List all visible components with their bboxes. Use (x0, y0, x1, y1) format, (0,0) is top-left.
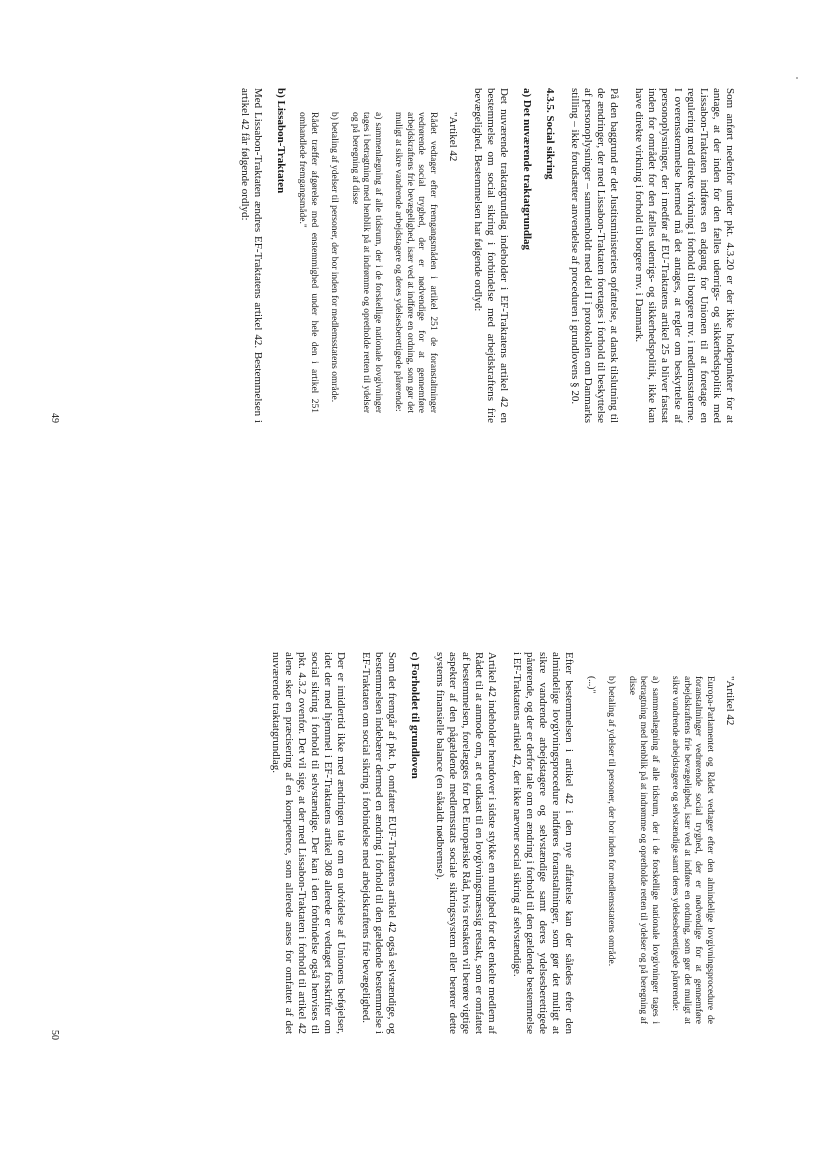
subheading-b: b) Lissabon-Traktaten (275, 88, 287, 194)
paragraph-b: Med Lissabon-Traktaten ændres EF-Traktatens artikel 42. Bestemmelsen i artikel 42 får følgende ordlyd: (239, 88, 264, 423)
article-42-quote-new (585, 652, 737, 1034)
section-heading: 4.3.5. Social sikring (544, 88, 556, 180)
intro-paragraph: Som anført nedenfor under pkt. 4.3.20 er der ikke holdepunkter for at antage, at der inden for den fælles udenrigs- og sikkerhedspolitik med Lissabon-Traktaten indføres en adgang for Unionen til at foretage en regulering med direkte virkning i forhold til borgere mv. i medlemsstaterne. I overensstemmelse hermed må det antages, at regler om beskyttelse af personoplysninger, der i medfør af EU-Traktatens artikel 25 a bliver fastsat inden for området for den fælles udenrigs- og sikkerhedspolitik, ikke kan have direkte virkning i forhold til borgere mv. i Danmark. (633, 88, 736, 423)
paragraph-4: Der er imidlertid ikke med ændringen tale om en udvidelse af Unionens beføjelser, idet der med hjemmel i EF-Traktatens artikel 308 allerede er vedtaget forskrifter om social sikring i forhold til selvstændige. Der kan i den forbindelse også henvises til pkt. 4.3.2 ovenfor. Det vil sige, at der med Lissabon-Traktaten i forhold til artikel 42 alene sker en præcisering af en kompetence, som allerede anses for omfattet af det nuværende traktatgrundlag. (270, 652, 348, 1034)
quote-item-b: b) betaling af ydelser til personer, der bor inden for medlemsstatens område. (329, 112, 340, 403)
quote-body: Rådet vedtager efter fremgangsmåden i artikel 251 de foranstaltninger vedrørende social tryghed, der er nødvendige for at gennemføre arbejdskraftens frie bevægelighed, især ved at indføre en ordning, som gør det muligt at sikre vandrende arbejdstagere og deres ydelsesberettigede pårørende: (393, 112, 438, 413)
page-number-50: 50 (49, 1030, 60, 1040)
paragraph-2: Artikel 42 indeholder herudover i sidste stykke en mulighed for det enkelte medlem af Rådet til at anmode om, at et udkast til en lovgivningsmæssig retsakt, som er omfattet af bestemmelsen, forelægges for Det Europæiske Råd, hvis retsakten vil berøre vigtige aspekter af den pågældende medlemsstats sociale sikringssystem eller berører dette systems finansielle balance (en såkaldt nødbremse). (434, 652, 499, 1034)
quote-item-a: a) sammenlægning af alle tidsrum, der i de forskellige nationale lovgivninger tages i betragtning med henblik på at indrømme og opretholde retten til ydelser og på beregning af disse (350, 112, 383, 413)
quote-body: Europa-Parlamentet og Rådet vedtager efter den almindelige lovgivningsprocedure de foranstaltninger vedrørende social tryghed, der er nødvendige for at gennemføre arbejdskraftens frie bevægelighed, især ved at indføre en ordning, som gør det muligt at sikre vandrende arbejdstagere og selvstændige samt deres ydelsesberettigede pårørende: (670, 676, 715, 1024)
second-paragraph: På den baggrund er det Justitsministeriets opfattelse, at dansk tilslutning til de ændringer, der med Lissabon-Traktaten foretages i forhold til beskyttelse af personoplysninger – sammenholdt med del II i protokollen om Danmarks stilling – ikke forudsætter anvendelse af proceduren i grundlovens § 20. (569, 88, 620, 423)
page-number-49: 49 (49, 413, 60, 423)
page-49-text (226, 88, 736, 423)
quote-head: "Artikel 42 (447, 112, 459, 162)
subheading-a: a) Det nuværende traktatgrundlag (521, 88, 533, 251)
quote-head: "Artikel 42 (724, 676, 736, 726)
paragraph-a: Det nuværende traktatgrundlag indeholder i EF-Traktatens artikel 42 en bestemmelse om social sikring i forbindelse med arbejdskraftens frie bevægelighed. Bestemmelsen har følgende ordlyd: (472, 88, 510, 423)
article-42-quote-old (296, 88, 459, 423)
quote-item-a: a) sammenlægning af alle tidsrum, der i de forskellige nationale lovgivninger tages i betragtning med henblik på at indrømme og opretholde retten til ydelser og på beregning af disse (627, 676, 660, 1024)
quote-closing: Rådet træffer afgørelse med enstemmighed under hele den i artikel 251 omhandlede fremgangsmåde." (297, 112, 319, 413)
page-50-text (258, 652, 737, 1034)
paragraph-1: Efter bestemmelsen i artikel 42 i den nye affattelse kan der således efter den almindelige lovgivningsprocedure indføres foranstaltninger, som gør det muligt at sikre vandrende arbejdstagere og selvstændige samt deres ydelsesberettigede pårørende, og der er derfor tale om en ændring i forhold til den gældende bestemmelse i EF-Traktatens artikel 42, der ikke nævner social sikring af selvstændige. (511, 652, 576, 1034)
quote-ellipsis: (...)" (586, 676, 596, 694)
paragraph-3: Som det fremgår af pkt. b, omfatter EUF-Traktatens artikel 42 også selvstændige, og bestemmelsen indebærer dermed en ændring i forhold til den gældende bestemmelse i EF-Traktaten om social sikring i forbindelse med arbejdskraftens frie bevægelighed. (360, 652, 399, 1034)
quote-item-b: b) betaling af ydelser til personer, der bor inden for medlemsstatens område. (606, 676, 617, 967)
scan-speck (796, 77, 798, 79)
subheading-c: c) Forholdet til grundloven (409, 652, 422, 779)
